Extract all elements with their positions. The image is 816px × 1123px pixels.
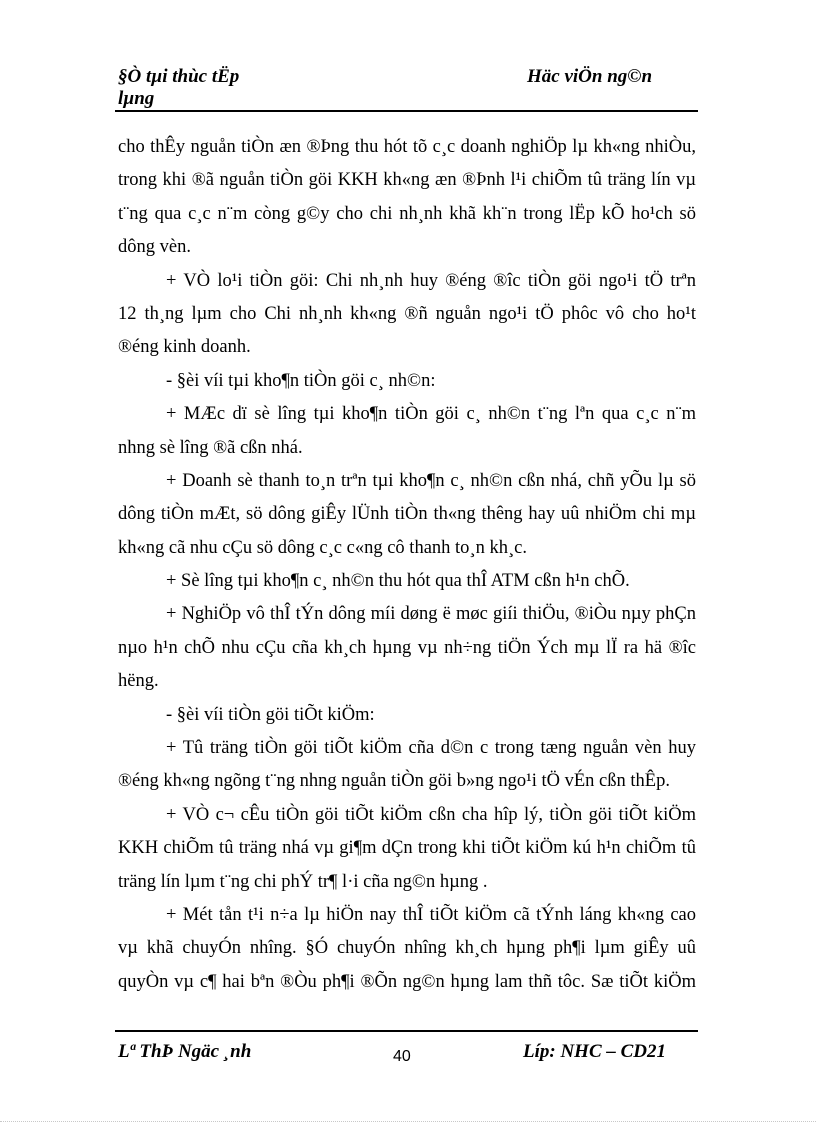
text-line: + NghiÖp vô thÎ tÝn dông míi døng ë møc giíi thiÖu, ®iÒu nµy phÇn — [166, 604, 696, 625]
text-line: nµo h¹n chÕ nhu cÇu cña kh¸ch hµng vµ nh÷ng tiÖn Ých mµ lÏ ra hä ®îc — [118, 637, 696, 658]
text-line: + Sè lîng tµi kho¶n c¸ nh©n thu hót qua thÎ ATM cßn h¹n chÕ. — [166, 571, 630, 592]
text-line: + Mét tån t¹i n÷a lµ hiÖn nay thÎ tiÕt kiÖm cã tÝnh láng kh«ng cao — [166, 904, 696, 925]
text-line: dông tiÒn mÆt, sö dông giÊy lÜnh tiÒn th«ng thêng hay uû nhiÖm chi mµ — [118, 504, 696, 525]
text-line: kh«ng cã nhu cÇu sö dông c¸c c«ng cô thanh to¸n kh¸c. — [118, 537, 527, 558]
text-line: cho thÊy nguån tiÒn æn ®Þng thu hót tõ c¸c doanh nghiÖp lµ kh«ng nhiÒu, — [118, 137, 696, 157]
page-number: 40 — [393, 1048, 411, 1065]
header-divider — [115, 110, 698, 112]
text-line: + VÒ lo¹i tiÒn göi: Chi nh¸nh huy ®éng ®îc tiÒn göi ngo¹i tÖ trªn — [166, 270, 696, 291]
text-line: hëng. — [118, 671, 159, 692]
text-line: trong khi ®ã nguån tiÒn göi KKH kh«ng æn ®Þnh l¹i chiÕm tû träng lín vµ — [118, 170, 696, 191]
footer-author: Lª ThÞ Ngäc ¸nh — [118, 1041, 252, 1062]
header-title-right: Häc viÖn ng©n — [527, 66, 653, 87]
text-line: + MÆc dï sè lîng tµi kho¶n tiÒn göi c¸ nh©n t¨ng lªn qua c¸c n¨m — [166, 404, 696, 425]
header-left-line2: lµng — [118, 88, 155, 109]
text-line: + Doanh sè thanh to¸n trªn tµi kho¶n c¸ nh©n cßn nhá, chñ yÕu lµ sö — [166, 470, 696, 491]
text-line: ®éng kinh doanh. — [118, 337, 251, 358]
footer-divider — [115, 1030, 698, 1032]
text-line: träng lín lµm t¨ng chi phÝ tr¶ l·i cña ng©n hµng . — [118, 871, 488, 892]
text-line: 12 th¸ng lµm cho Chi nh¸nh kh«ng ®ñ nguån ngo¹i tÖ phôc vô cho ho¹t — [118, 303, 696, 324]
header-title-left — [118, 66, 318, 110]
text-line: vµ khã chuyÓn nhîng. §Ó chuyÓn nhîng kh¸ch hµng ph¶i lµm giÊy uû — [118, 938, 696, 959]
text-line: + Tû träng tiÒn göi tiÕt kiÖm cña d©n c trong tæng nguån vèn huy — [166, 738, 696, 759]
text-line: t¨ng qua c¸c n¨m còng g©y cho chi nh¸nh khã kh¨n trong lËp kÕ ho¹ch sö — [118, 203, 696, 224]
page-bottom-edge — [0, 1121, 816, 1122]
text-line: ®éng kh«ng ngõng t¨ng nhng nguån tiÒn göi b»ng ngo¹i tÖ vÉn cßn thÊp. — [118, 771, 670, 792]
text-line: + VÒ c¬ cÊu tiÒn göi tiÕt kiÖm cßn cha hîp lý, tiÒn göi tiÕt kiÖm — [166, 804, 696, 825]
text-line: quyÒn vµ c¶ hai bªn ®Òu ph¶i ®Õn ng©n hµng lam thñ tôc. Sæ tiÕt kiÖm — [118, 971, 696, 992]
footer-class: Líp: NHC – CD21 — [523, 1041, 667, 1062]
text-line: - §èi víi tiÒn göi tiÕt kiÖm: — [166, 704, 375, 725]
header-left-line1: §Ò tµi thùc tËp — [118, 66, 240, 87]
body-text — [118, 131, 696, 999]
text-line: nhng sè lîng ®ã cßn nhá. — [118, 437, 303, 458]
text-line: dông vèn. — [118, 237, 191, 258]
text-line: - §èi víi tµi kho¶n tiÒn göi c¸ nh©n: — [166, 370, 436, 391]
text-line: KKH chiÕm tû träng nhá vµ gi¶m dÇn trong khi tiÕt kiÖm kú h¹n chiÕm tû — [118, 838, 696, 859]
